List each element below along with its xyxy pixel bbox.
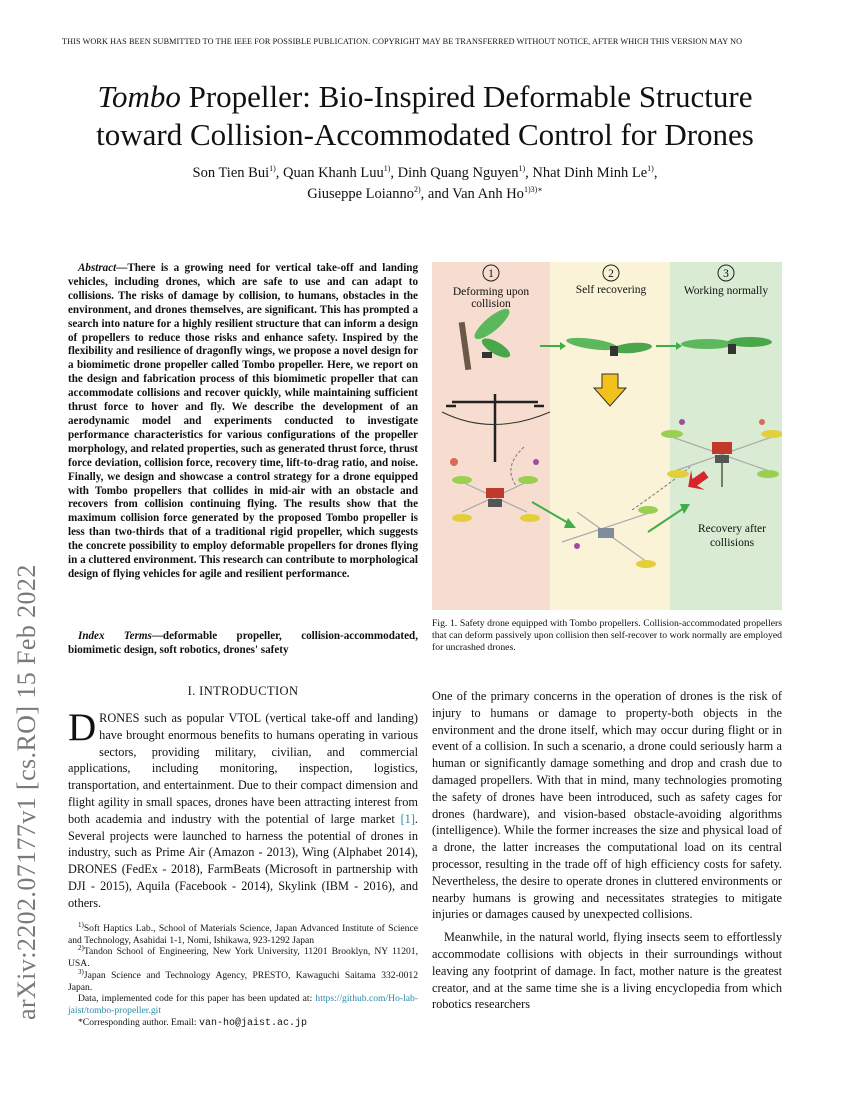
footnote (68, 1017, 418, 1030)
affiliation-mark: 1)3)∗ (523, 185, 543, 195)
paper-title (60, 78, 790, 154)
step-1-label: Deforming upon (452, 286, 530, 298)
author: Nhat Dinh Minh Le (532, 165, 648, 181)
intro-text-2: . Several projects were launched to harness the potential of drones in industry, such as Prime Air (Amazon - 2013), Wing (Alphabet 2014), DRONES (FedEx - 2018), FarmBeats (Microsoft in partnership with DJI - 2015), Aquila (Facebook - 2014), Skylink (IBM - 2016), and others. (68, 811, 418, 910)
author-list: Son Tien Bui$^{1)}$, Quan Khanh Luu$^{1)}$, Dinh Quang Nguyen$^{1)}$, Nhat Dinh Minh Le$^{1)}$, Giuseppe Loianno$^{2)}$, and Van Anh $Ho^{1)3)∗}$ (192, 164, 658, 202)
recovery-label: Recovery after (697, 523, 767, 535)
title-italic: Tombo (97, 79, 181, 114)
step-3-label: Working normally (683, 285, 769, 297)
intro-paragraph (68, 706, 418, 912)
step-2-number: 2 (608, 268, 614, 280)
affiliation-mark: 1) (518, 164, 526, 174)
email-link[interactable]: van-ho@jaist.ac.jp (198, 1017, 308, 1029)
arxiv-identifier[interactable]: arXiv:2202.07177v1 [cs.RO] 15 Feb 2022 (12, 564, 41, 1020)
abstract-label: Abstract (78, 262, 117, 274)
panel-deforming (432, 262, 550, 610)
footnote-mark: 2) (78, 944, 84, 953)
section-heading: I. INTRODUCTION (187, 684, 299, 698)
footnotes (68, 920, 418, 1029)
footnote (68, 946, 418, 969)
affiliation-mark: 1) (383, 164, 391, 174)
header-notice: THIS WORK HAS BEEN SUBMITTED TO THE IEEE FOR POSSIBLE PUBLICATION. COPYRIGHT MAY BE TRANSFERRED WITHOUT NOTICE, AFTER WHICH THIS VERSION MAY NO (62, 37, 743, 46)
footnote-text: Soft Haptics Lab., School of Materials Science, Japan Advanced Institute of Science and Technology, Asahidai 1-1, Nomi, Ishikawa, 923-1292 Japan (68, 923, 418, 946)
footnote-text: Data, implemented code for this paper has been updated at: (78, 993, 316, 1005)
panel-recovering (550, 262, 670, 610)
author: Quan Khanh Luu (283, 165, 384, 181)
affiliation-mark: 1) (269, 164, 276, 174)
author: Giuseppe Loianno (307, 186, 414, 202)
intro-text-1: such as popular VTOL (vertical take-off and landing) have brought enormous benefits to humans operating in various sectors, providing military, civilian, and commercial applications, including monitoring, inspection, logistics, transportation, and entertainment. Due to their compact dimension and flight agility in small spaces, drones have been attracting interest from both academia and industry with the potential of large market (68, 711, 418, 826)
author: Dinh Quang Nguyen (397, 165, 519, 181)
affiliation-mark: 1) (647, 164, 654, 174)
drop-cap: D (68, 706, 97, 749)
recovery-label-2: collisions (709, 537, 755, 549)
footnote-text: Tandon School of Engineering, New York University, 11201 Brooklyn, NY 11201, USA. (68, 946, 418, 970)
title-line1: Propeller: Bio-Inspired Deformable Structure (180, 79, 753, 114)
footnote-mark: 3) (78, 967, 84, 976)
intro-lead: RONES (99, 711, 140, 725)
author: Van Anh Ho (452, 186, 524, 202)
footnote (68, 920, 418, 946)
figure-1 (432, 262, 782, 610)
footnote (68, 993, 418, 1016)
github-link[interactable]: https://github.com/Ho-lab-jaist/tombo-propeller.git (68, 993, 418, 1016)
figure-caption: Fig. 1. Safety drone equipped with Tombo propellers. Collision-accommodated propellers that can deform passively upon collision then self-recover to work normally are employed for uncrashed drones. (432, 618, 782, 654)
author: Son Tien Bui (192, 165, 270, 181)
footnote (68, 967, 418, 993)
abstract (68, 262, 418, 582)
index-terms-label: Index Terms (78, 630, 152, 642)
step-1-label-2: collision (471, 298, 511, 310)
index-terms (68, 630, 418, 658)
citation-link[interactable]: [1] (400, 811, 415, 826)
footnote-text: *Corresponding author. Email: (78, 1016, 199, 1028)
affiliation-mark: 2) (414, 185, 421, 195)
body-paragraph: Meanwhile, in the natural world, flying insects seem to effortlessly accommodate collisions with objects in their surroundings without leaving any footprint of damage. In fact, mother nature is the greatest creator, and at the same time she is a living encyclopedia from which robotics researchers (432, 930, 782, 1012)
step-1-number: 1 (488, 268, 494, 280)
arxiv-sidebar (8, 300, 58, 1020)
title-line2: toward Collision-Accommodated Control for Drones (96, 117, 754, 152)
footnote-text: Japan Science and Technology Agency, PRESTO, Kawaguchi Saitama 332-0012 Japan. (68, 969, 418, 993)
body-paragraph: One of the primary concerns in the operation of drones is the risk of injury to humans or damage to property-both objects in the environment and the drone itself, which may occur during flight or in event of a collision. In such a scenario, a drone could seriously harm a human or significantly damage something and drop and crash due to damaged propellers. With that in mind, many technologies promoting the safety of drones have been introduced, such as safety cages for drones (hardware), and vision-based obstacle-avoiding algorithms (intelligence). While the former increases the size and physical load of a drone, the latter increases the computational load on its central processor, resulting in the trade off of high efficiency costs for safety. Nevertheless, the desire to operate drones in cluttered environments or nearby humans is growing and necessitates strategies to mitigate injuries or damages caused by unexpected collisions. (432, 689, 782, 922)
step-3-number: 3 (723, 268, 729, 280)
abstract-text: —There is a growing need for vertical take-off and landing vehicles, including drones, which are safe to use and can adapt to collisions. The risks of damage by collision, to humans, obstacles in the environment, and drones themselves, are significant. This has prompted a search into nature for a highly resilient structure that can inform a design of propellers to reduce those risks and enhance safety. Inspired by the flexibility and resilience of dragonfly wings, we propose a novel design for a biomimetic drone propeller called Tombo propeller. Here, we report on the design and fabrication process of this biomimetic propeller that can accommodate collisions and recover quickly, while maintaining sufficient thrust force to hover and fly. We describe the development of an aerodynamic model and experiments conducted to investigate performance characteristics for various configurations of the propeller morphology, and related properties, such as generated thrust force, thrust force deviation, collision force, recovery time, lift-to-drag ratio, and noise. Finally, we design and showcase a control strategy for a drone equipped with Tombo propellers that collides in mid-air with an obstacle and recovers from collision continuing flying. The results show that the maximum collision force generated by the proposed Tombo propeller is less than two-thirds that of a traditional rigid propeller, which suggests the concrete possibility to employ deformable propellers for drones flying in a cluttered environment. This research can contribute to morphological design of flying vehicles for agile and resilient performance. (68, 262, 418, 580)
index-terms-text: —deformable propeller, collision-accommodated, biomimetic design, soft robotics, drones' safety (68, 630, 418, 656)
right-column (432, 688, 782, 1013)
footnote-mark: 1) (78, 920, 84, 929)
step-2-label: Self recovering (575, 284, 647, 296)
